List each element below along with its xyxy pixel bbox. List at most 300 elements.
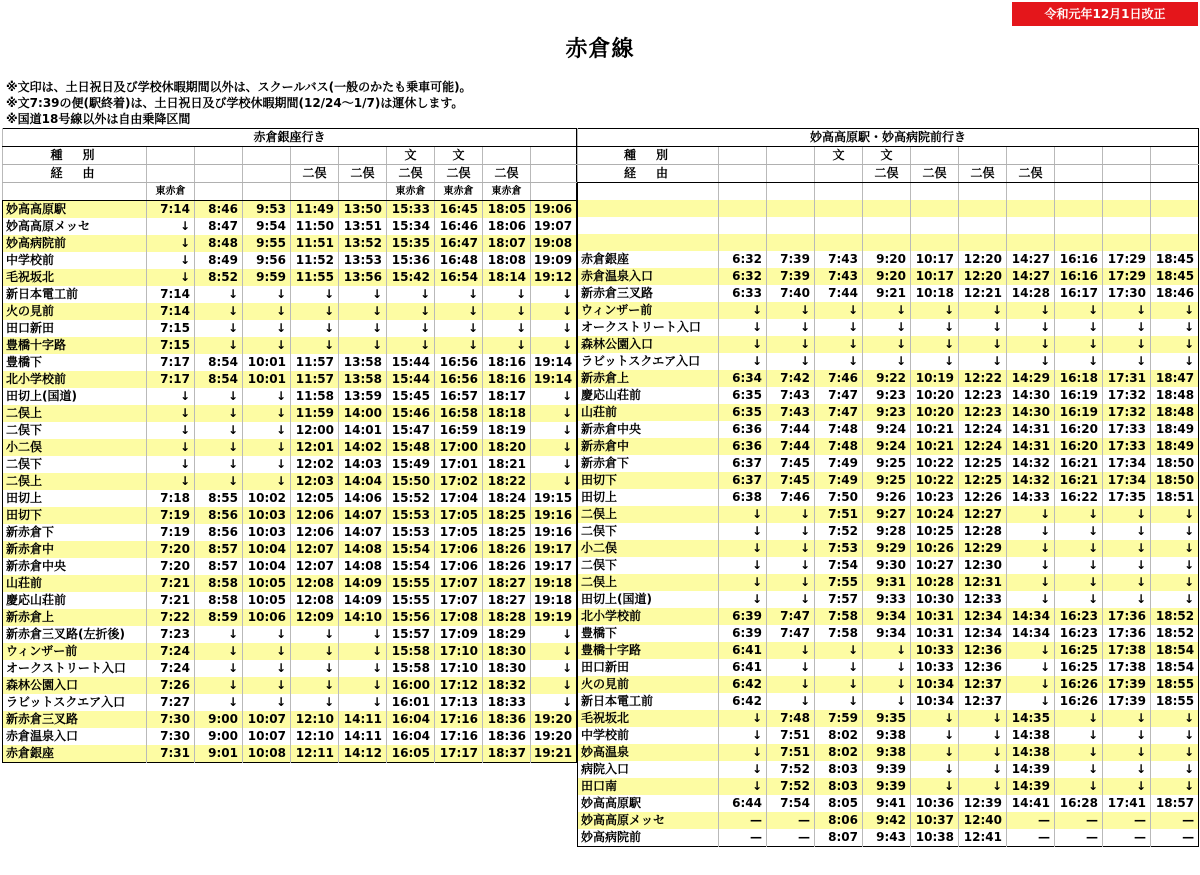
departure-time: 18:25 <box>483 524 531 541</box>
stop-name: 妙高高原メッセ <box>578 812 719 829</box>
departure-time: 9:39 <box>863 761 911 778</box>
timetable-row <box>578 506 1199 523</box>
timetable-row <box>3 388 577 405</box>
departure-time: 7:49 <box>815 472 863 489</box>
departure-time <box>815 217 863 234</box>
departure-time: 16:01 <box>387 694 435 711</box>
departure-time: 6:36 <box>719 421 767 438</box>
departure-time: 7:23 <box>147 626 195 643</box>
route-via-cell <box>1151 165 1199 183</box>
departure-time: 14:31 <box>1007 421 1055 438</box>
timetable-row <box>578 727 1199 744</box>
departure-time: 8:07 <box>815 829 863 847</box>
timetable-row <box>3 694 577 711</box>
departure-time <box>719 200 767 217</box>
stop-name: 北小学校前 <box>3 371 147 388</box>
departure-time: 17:39 <box>1103 676 1151 693</box>
departure-time: 8:54 <box>195 354 243 371</box>
departure-time: 13:56 <box>339 269 387 286</box>
stop-name: 豊橋下 <box>3 354 147 371</box>
departure-time: 12:33 <box>959 591 1007 608</box>
departure-time: 7:51 <box>767 727 815 744</box>
departure-time: ↓ <box>339 337 387 354</box>
departure-time: ↓ <box>387 303 435 320</box>
departure-time: 18:30 <box>483 660 531 677</box>
departure-time: 7:15 <box>147 320 195 337</box>
departure-time: 12:22 <box>959 370 1007 387</box>
departure-time: 16:26 <box>1055 676 1103 693</box>
stop-name: 赤倉温泉入口 <box>3 728 147 745</box>
departure-time: 16:04 <box>387 728 435 745</box>
departure-time: 15:54 <box>387 558 435 575</box>
departure-time: 18:36 <box>483 711 531 728</box>
timetable-row <box>3 558 577 575</box>
timetable-row <box>578 710 1199 727</box>
page-title: 赤倉線 <box>565 37 635 62</box>
departure-time: 7:30 <box>147 728 195 745</box>
timetable-row <box>3 745 577 763</box>
departure-time: 6:41 <box>719 659 767 676</box>
departure-time: 7:20 <box>147 541 195 558</box>
departure-time <box>767 217 815 234</box>
stop-name: 豊橋下 <box>578 625 719 642</box>
departure-time: ↓ <box>243 473 291 490</box>
service-type-cell: 文 <box>435 147 483 165</box>
departure-time: 14:07 <box>339 507 387 524</box>
departure-time: 17:06 <box>435 558 483 575</box>
departure-time: ↓ <box>531 473 577 490</box>
stop-name: 慶応山荘前 <box>3 592 147 609</box>
departure-time: ↓ <box>1151 574 1199 591</box>
departure-time: 13:53 <box>339 252 387 269</box>
departure-time: ↓ <box>719 591 767 608</box>
departure-time: ↓ <box>339 626 387 643</box>
departure-time: ↓ <box>339 694 387 711</box>
departure-time: 12:29 <box>959 540 1007 557</box>
stop-name: 田切下 <box>3 507 147 524</box>
departure-time: ↓ <box>959 302 1007 319</box>
departure-time: ↓ <box>435 303 483 320</box>
direction-heading-row <box>578 129 1199 147</box>
departure-time: 19:20 <box>531 728 577 745</box>
departure-time: ↓ <box>1103 591 1151 608</box>
departure-time: ↓ <box>911 336 959 353</box>
departure-time: 10:20 <box>911 404 959 421</box>
departure-time: 7:26 <box>147 677 195 694</box>
departure-time: 8:48 <box>195 235 243 252</box>
departure-time: 7:51 <box>815 506 863 523</box>
departure-time: ↓ <box>1103 557 1151 574</box>
departure-time: 17:38 <box>1103 642 1151 659</box>
departure-time: 10:36 <box>911 795 959 812</box>
stop-name: 毛祝坂北 <box>3 269 147 286</box>
departure-time: 15:54 <box>387 541 435 558</box>
departure-time: 13:59 <box>339 388 387 405</box>
departure-time: 9:30 <box>863 557 911 574</box>
departure-time: ↓ <box>719 540 767 557</box>
service-type-cell <box>959 147 1007 165</box>
departure-time: 10:05 <box>243 592 291 609</box>
departure-time: ↓ <box>195 473 243 490</box>
timetable-row <box>578 591 1199 608</box>
departure-time: ↓ <box>1055 727 1103 744</box>
departure-time: ↓ <box>1007 676 1055 693</box>
timetable-row <box>3 201 577 219</box>
departure-time: ↓ <box>767 591 815 608</box>
departure-time: 18:22 <box>483 473 531 490</box>
timetable-row <box>578 761 1199 778</box>
departure-time: ↓ <box>1103 727 1151 744</box>
departure-time: 7:19 <box>147 507 195 524</box>
departure-time: ↓ <box>959 744 1007 761</box>
departure-time: ↓ <box>767 506 815 523</box>
departure-time: ↓ <box>863 642 911 659</box>
departure-time <box>1103 183 1151 201</box>
departure-time: ↓ <box>1055 591 1103 608</box>
departure-time: ↓ <box>959 727 1007 744</box>
departure-time <box>815 183 863 201</box>
departure-time: 12:03 <box>291 473 339 490</box>
departure-time: 12:31 <box>959 574 1007 591</box>
departure-time: 9:33 <box>863 591 911 608</box>
departure-time: ↓ <box>339 286 387 303</box>
departure-time: ↓ <box>243 286 291 303</box>
timetable-row <box>3 626 577 643</box>
departure-time: 10:03 <box>243 507 291 524</box>
departure-time: 19:16 <box>531 524 577 541</box>
departure-time: ↓ <box>959 336 1007 353</box>
departure-time: ↓ <box>195 388 243 405</box>
departure-time: 10:31 <box>911 625 959 642</box>
route-via-cell <box>243 183 291 201</box>
departure-time: 10:33 <box>911 659 959 676</box>
departure-time: 8:58 <box>195 575 243 592</box>
departure-time: 7:24 <box>147 643 195 660</box>
departure-time: 16:23 <box>1055 625 1103 642</box>
departure-time <box>815 234 863 251</box>
route-via-cell: 東赤倉 <box>435 183 483 201</box>
departure-time: 12:20 <box>959 268 1007 285</box>
departure-time: — <box>1151 812 1199 829</box>
departure-time: 10:07 <box>243 728 291 745</box>
departure-time: ↓ <box>195 337 243 354</box>
departure-time: ↓ <box>339 643 387 660</box>
departure-time: 14:28 <box>1007 285 1055 302</box>
departure-time: 9:28 <box>863 523 911 540</box>
departure-time: ↓ <box>1055 336 1103 353</box>
departure-time: 17:04 <box>435 490 483 507</box>
departure-time: ↓ <box>531 388 577 405</box>
departure-time: 18:55 <box>1151 676 1199 693</box>
departure-time: 14:27 <box>1007 251 1055 268</box>
departure-time: ↓ <box>243 388 291 405</box>
departure-time: 18:51 <box>1151 489 1199 506</box>
timetable-row <box>578 183 1199 201</box>
departure-time: 9:22 <box>863 370 911 387</box>
stop-name: 豊橋十字路 <box>3 337 147 354</box>
departure-time: ↓ <box>815 693 863 710</box>
departure-time: 17:12 <box>435 677 483 694</box>
departure-time: 9:38 <box>863 727 911 744</box>
departure-time: 7:49 <box>815 455 863 472</box>
departure-time: ↓ <box>1007 693 1055 710</box>
departure-time: 11:52 <box>291 252 339 269</box>
departure-time: ↓ <box>387 337 435 354</box>
departure-time: 14:31 <box>1007 438 1055 455</box>
departure-time: 9:54 <box>243 218 291 235</box>
departure-time: ↓ <box>147 252 195 269</box>
route-via-row <box>3 183 577 201</box>
departure-time: 16:26 <box>1055 693 1103 710</box>
stop-name: 新日本電工前 <box>578 693 719 710</box>
departure-time: ↓ <box>387 320 435 337</box>
route-via-cell <box>1103 165 1151 183</box>
departure-time: 9:20 <box>863 251 911 268</box>
departure-time: 12:23 <box>959 404 1007 421</box>
route-via-cell <box>195 165 243 183</box>
departure-time: ↓ <box>1103 744 1151 761</box>
stop-name: 二俣上 <box>578 506 719 523</box>
departure-time <box>767 234 815 251</box>
route-via-cell <box>531 183 577 201</box>
departure-time: 10:33 <box>911 642 959 659</box>
departure-time: 6:35 <box>719 404 767 421</box>
direction-heading: 赤倉銀座行き <box>3 129 577 147</box>
service-type-cell <box>1151 147 1199 165</box>
departure-time: 18:26 <box>483 541 531 558</box>
departure-time: 17:01 <box>435 456 483 473</box>
service-type-row <box>578 147 1199 165</box>
departure-time: 18:47 <box>1151 370 1199 387</box>
departure-time: 16:18 <box>1055 370 1103 387</box>
departure-time: 18:48 <box>1151 387 1199 404</box>
timetable-row <box>3 337 577 354</box>
departure-time: 9:20 <box>863 268 911 285</box>
stop-name: ラビットスクエア入口 <box>578 353 719 370</box>
route-via-cell <box>531 165 577 183</box>
departure-time: 18:52 <box>1151 608 1199 625</box>
departure-time: 9:53 <box>243 201 291 219</box>
timetable-row <box>578 421 1199 438</box>
departure-time: 7:44 <box>815 285 863 302</box>
departure-time: 7:31 <box>147 745 195 763</box>
departure-time: 17:31 <box>1103 370 1151 387</box>
departure-time: 6:39 <box>719 608 767 625</box>
departure-time: 11:59 <box>291 405 339 422</box>
departure-time: ↓ <box>1151 506 1199 523</box>
departure-time: ↓ <box>1055 523 1103 540</box>
departure-time: 16:00 <box>387 677 435 694</box>
departure-time: 14:30 <box>1007 404 1055 421</box>
departure-time: 18:24 <box>483 490 531 507</box>
departure-time: ↓ <box>719 506 767 523</box>
route-via-row <box>3 165 577 183</box>
departure-time: 9:29 <box>863 540 911 557</box>
timetable-row <box>578 795 1199 812</box>
route-via-cell: 二俣 <box>911 165 959 183</box>
departure-time: 17:30 <box>1103 285 1151 302</box>
departure-time: 8:03 <box>815 761 863 778</box>
departure-time: ↓ <box>291 337 339 354</box>
departure-time: 9:25 <box>863 472 911 489</box>
departure-time: 17:08 <box>435 609 483 626</box>
timetable-row <box>578 234 1199 251</box>
timetable-row <box>578 404 1199 421</box>
departure-time: ↓ <box>815 336 863 353</box>
departure-time: 9:00 <box>195 728 243 745</box>
departure-time: 19:20 <box>531 711 577 728</box>
timetable-row <box>578 336 1199 353</box>
stop-name: 二俣上 <box>3 405 147 422</box>
route-via-cell <box>243 165 291 183</box>
departure-time: 16:25 <box>1055 642 1103 659</box>
departure-time: ↓ <box>1055 506 1103 523</box>
departure-time: 19:17 <box>531 558 577 575</box>
timetable-row <box>3 592 577 609</box>
departure-time: ↓ <box>1103 353 1151 370</box>
departure-time: 16:05 <box>387 745 435 763</box>
departure-time: 12:07 <box>291 558 339 575</box>
departure-time: 12:10 <box>291 711 339 728</box>
departure-time: 12:06 <box>291 507 339 524</box>
departure-time <box>1151 234 1199 251</box>
route-via-cell <box>147 165 195 183</box>
departure-time: 10:07 <box>243 711 291 728</box>
departure-time: 7:54 <box>815 557 863 574</box>
departure-time: ↓ <box>1103 302 1151 319</box>
stop-name: オークストリート入口 <box>578 319 719 336</box>
departure-time: ↓ <box>1055 574 1103 591</box>
timetable-row <box>578 829 1199 847</box>
stop-name: 二俣上 <box>578 574 719 591</box>
departure-time: 11:55 <box>291 269 339 286</box>
departure-time <box>1055 183 1103 201</box>
departure-time: ↓ <box>195 677 243 694</box>
departure-time: 7:43 <box>767 404 815 421</box>
departure-time: 9:24 <box>863 421 911 438</box>
route-via-cell <box>719 165 767 183</box>
service-type-cell <box>291 147 339 165</box>
departure-time: 16:46 <box>435 218 483 235</box>
departure-time: 17:35 <box>1103 489 1151 506</box>
service-type-cell <box>719 147 767 165</box>
departure-time: 6:42 <box>719 676 767 693</box>
departure-time: ↓ <box>243 677 291 694</box>
departure-time: ↓ <box>815 319 863 336</box>
departure-time: 18:16 <box>483 354 531 371</box>
departure-time: ↓ <box>243 439 291 456</box>
departure-time <box>863 200 911 217</box>
departure-time: ↓ <box>719 778 767 795</box>
departure-time: 18:20 <box>483 439 531 456</box>
departure-time: 13:52 <box>339 235 387 252</box>
departure-time <box>959 200 1007 217</box>
stop-name: 森林公園入口 <box>578 336 719 353</box>
departure-time: ↓ <box>911 744 959 761</box>
stop-name: 新赤倉上 <box>578 370 719 387</box>
stop-name: 慶応山荘前 <box>578 387 719 404</box>
stop-name <box>578 217 719 234</box>
timetable-to-akakura-ginza <box>2 128 577 763</box>
departure-time: ↓ <box>1103 574 1151 591</box>
stop-name: 田口新田 <box>578 659 719 676</box>
departure-time: 7:46 <box>815 370 863 387</box>
departure-time: 17:36 <box>1103 625 1151 642</box>
departure-time: 9:43 <box>863 829 911 847</box>
departure-time: 17:39 <box>1103 693 1151 710</box>
departure-time: 11:58 <box>291 388 339 405</box>
departure-time: 18:57 <box>1151 795 1199 812</box>
stop-name: 病院入口 <box>578 761 719 778</box>
timetable-row <box>3 371 577 388</box>
departure-time: 9:38 <box>863 744 911 761</box>
departure-time: 12:24 <box>959 438 1007 455</box>
departure-time: 17:13 <box>435 694 483 711</box>
timetable-row <box>3 541 577 558</box>
departure-time: 18:21 <box>483 456 531 473</box>
stop-name: 新赤倉中央 <box>578 421 719 438</box>
route-via-cell: 東赤倉 <box>483 183 531 201</box>
departure-time: 10:19 <box>911 370 959 387</box>
departure-time: 6:37 <box>719 455 767 472</box>
departure-time: 7:39 <box>767 251 815 268</box>
departure-time: 10:22 <box>911 472 959 489</box>
departure-time: 10:20 <box>911 387 959 404</box>
stop-name: 中学校前 <box>3 252 147 269</box>
departure-time: 12:28 <box>959 523 1007 540</box>
departure-time: 19:19 <box>531 609 577 626</box>
departure-time: 7:45 <box>767 455 815 472</box>
departure-time: 18:08 <box>483 252 531 269</box>
departure-time: ↓ <box>243 456 291 473</box>
stop-name: 火の見前 <box>578 676 719 693</box>
stop-name <box>578 200 719 217</box>
departure-time: 7:27 <box>147 694 195 711</box>
departure-time: ↓ <box>1007 353 1055 370</box>
departure-time: ↓ <box>719 744 767 761</box>
departure-time: ↓ <box>767 557 815 574</box>
departure-time: ↓ <box>243 660 291 677</box>
departure-time: 16:56 <box>435 371 483 388</box>
departure-time: 18:37 <box>483 745 531 763</box>
departure-time: ↓ <box>531 337 577 354</box>
stop-name: 新赤倉下 <box>578 455 719 472</box>
departure-time: 14:29 <box>1007 370 1055 387</box>
departure-time: ↓ <box>767 523 815 540</box>
departure-time: 16:23 <box>1055 608 1103 625</box>
departure-time: 16:20 <box>1055 421 1103 438</box>
stop-name: 二俣下 <box>578 557 719 574</box>
departure-time: 7:22 <box>147 609 195 626</box>
departure-time: 12:24 <box>959 421 1007 438</box>
departure-time: ↓ <box>147 422 195 439</box>
departure-time: ↓ <box>1007 540 1055 557</box>
departure-time: 18:16 <box>483 371 531 388</box>
departure-time: 7:58 <box>815 625 863 642</box>
route-via-cell: 二俣 <box>959 165 1007 183</box>
departure-time: 19:16 <box>531 507 577 524</box>
departure-time: 14:39 <box>1007 761 1055 778</box>
departure-time: ↓ <box>959 761 1007 778</box>
departure-time: 7:57 <box>815 591 863 608</box>
departure-time: ↓ <box>1007 557 1055 574</box>
departure-time: 6:37 <box>719 472 767 489</box>
departure-time: 10:04 <box>243 558 291 575</box>
departure-time <box>911 200 959 217</box>
departure-time: ↓ <box>1151 336 1199 353</box>
route-via-cell: 二俣 <box>387 165 435 183</box>
departure-time: 7:47 <box>767 625 815 642</box>
